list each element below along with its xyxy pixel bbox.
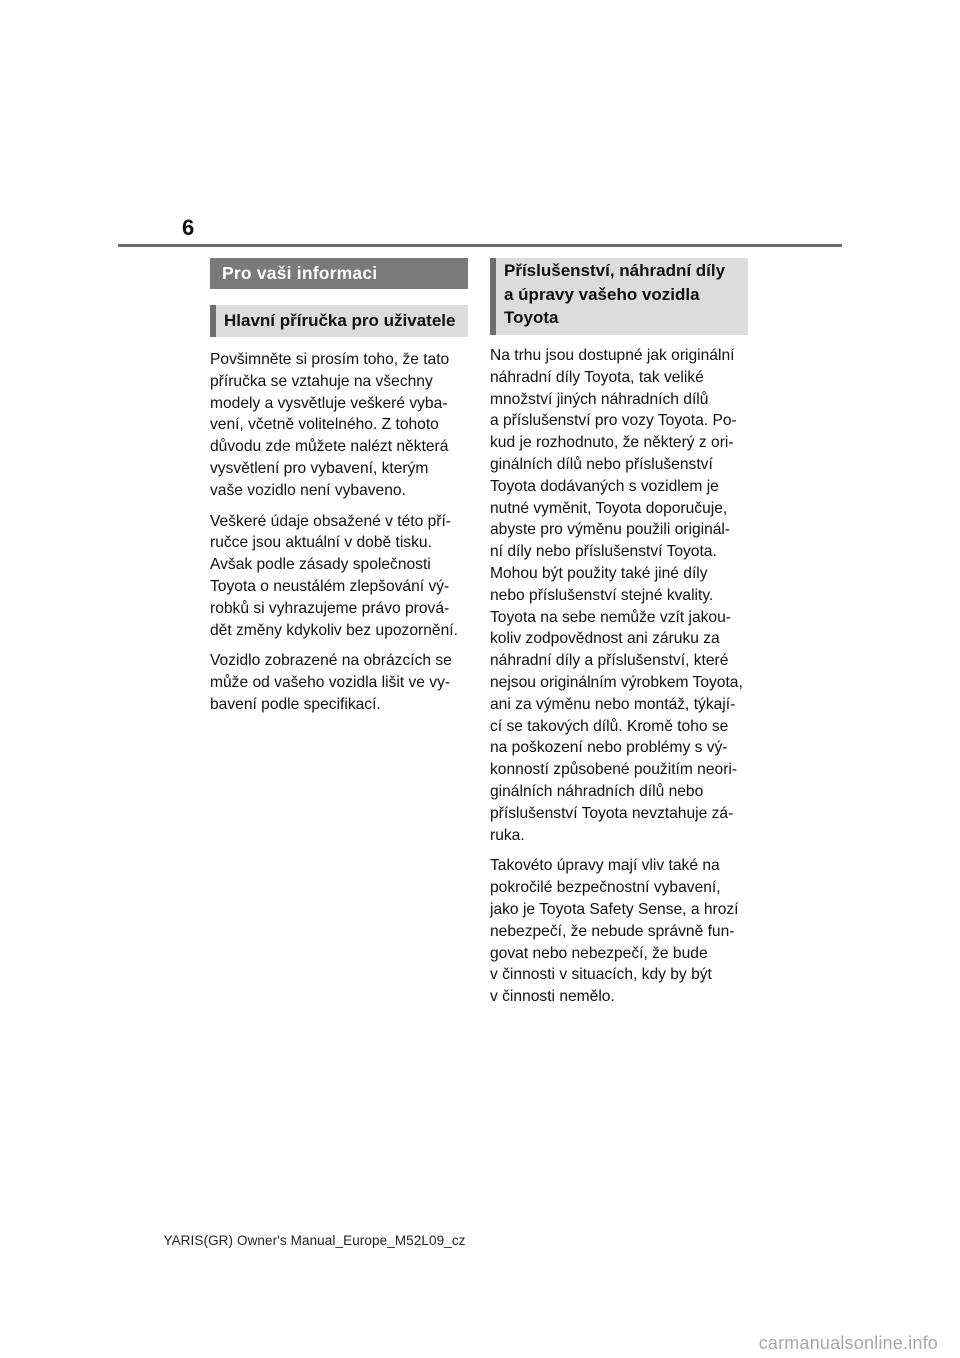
paragraph: Veškeré údaje obsažené v této pří- ručce jsou aktuální v době tisku. Avšak podle zásady společnosti Toyota o neustálém zlepšování vý- robků si vyhrazujeme právo prová- dět změny kdykoliv bez upozornění. (210, 512, 458, 639)
left-column (210, 258, 468, 725)
header-rule (118, 244, 842, 247)
paragraph: Na trhu jsou dostupné jak originální náhradní díly Toyota, tak veliké množství jiných náhradních dílů a příslušenství pro vozy Toyota. Po- kud je rozhodnuto, že některý z ori- ginálních dílů nebo příslušenství Toyota dodávaných s vozidlem je nutné vyměnit, Toyota doporučuje, abyste pro výměnu použili originál- ní díly nebo příslušenství Toyota. Mohou být použity také jiné díly nebo příslušenství stejné kvality. Toyota na sebe nemůže vzít jakou- koliv zodpovědnost ani záruku za náhradní díly a příslušenství, které nejsou originálním výrobkem Toyota, ani za výměnu nebo montáž, týkají- cí se takových dílů. Kromě toho se na poškození nebo problémy s vý- konností způsobené použitím neori- ginálních náhradních dílů nebo příslušenství Toyota nevztahuje zá- ruka. (490, 347, 743, 844)
section-title-bar: Pro vaši informaci (210, 258, 468, 289)
footer (0, 1233, 960, 1248)
subheading-owners-manual: Hlavní příručka pro uživatele (210, 305, 468, 337)
page-number: 6 (182, 215, 195, 240)
watermark: carmanualsonline.info (758, 1333, 938, 1353)
paragraph: Vozidlo zobrazené na obrázcích se může od vašeho vozidla lišit ve vy- bavení podle specifikací. (210, 652, 452, 713)
subheading-accessories: Příslušenství, náhradní díly a úpravy vašeho vozidla Toyota (490, 258, 748, 335)
footer-text: YARIS(GR) Owner's Manual_Europe_M52L09_cz (163, 1233, 466, 1248)
paragraph: Povšimněte si prosím toho, že tato příručka se vztahuje na všechny modely a vysvětluje veškeré vyba- vení, včetně volitelného. Z tohoto důvodu zde můžete nalézt některá vysvětlení pro vybavení, kterým vaše vozidlo není vybaveno. (210, 351, 450, 499)
right-column (490, 258, 748, 1017)
paragraph: Takovéto úpravy mají vliv také na pokročilé bezpečnostní vybavení, jako je Toyota Safety Sense, a hrozí nebezpečí, že nebude správně fun- govat nebo nebezpečí, že bude v činnosti v situacích, kdy by být v činnosti nemělo. (490, 857, 739, 1006)
